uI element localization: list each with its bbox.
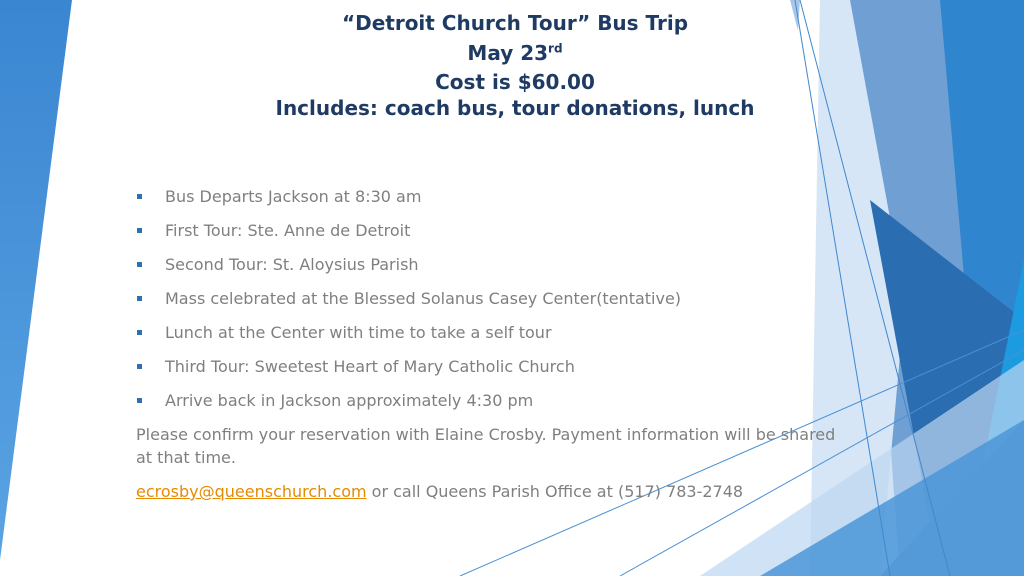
- list-item-text: Second Tour: St. Aloysius Parish: [165, 255, 419, 274]
- date-suffix: rd: [548, 41, 563, 56]
- list-item-text: Lunch at the Center with time to take a self tour: [165, 323, 552, 342]
- date-text: May 23: [467, 41, 549, 65]
- list-item-text: Bus Departs Jackson at 8:30 am: [165, 187, 422, 206]
- title-line-trip-name: “Detroit Church Tour” Bus Trip: [341, 11, 689, 35]
- bullet-square-icon: [137, 262, 142, 267]
- bullet-square-icon: [137, 194, 142, 199]
- list-item-text: First Tour: Ste. Anne de Detroit: [165, 221, 411, 240]
- bullet-square-icon: [137, 296, 142, 301]
- title-line-date: [200, 42, 830, 65]
- contact-line: [136, 480, 856, 503]
- title-line-includes: Includes: coach bus, tour donations, lunch: [275, 96, 755, 120]
- bullet-square-icon: [137, 398, 142, 403]
- title-line-cost: Cost is $60.00: [435, 70, 595, 94]
- list-item-text: Mass celebrated at the Blessed Solanus Casey Center(tentative): [165, 289, 682, 308]
- left-blue-wedge: [0, 0, 72, 560]
- confirmation-note: Please confirm your reservation with Elaine Crosby. Payment information will be shared at that time.: [136, 425, 836, 467]
- phone-text: or call Queens Parish Office at (517) 783-2748: [366, 482, 744, 501]
- bullet-square-icon: [137, 228, 142, 233]
- email-link[interactable]: ecrosby@queenschurch.com: [136, 482, 367, 501]
- bullet-square-icon: [137, 364, 142, 369]
- list-item-text: Arrive back in Jackson approximately 4:30 pm: [165, 391, 534, 410]
- list-item-text: Third Tour: Sweetest Heart of Mary Catholic Church: [165, 357, 575, 376]
- bullet-square-icon: [137, 330, 142, 335]
